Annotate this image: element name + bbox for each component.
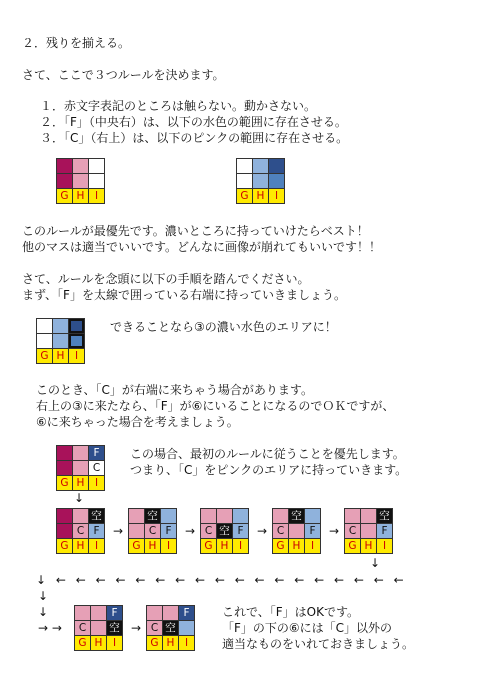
cell-pink xyxy=(73,174,88,188)
cell-dark-magenta xyxy=(57,446,72,460)
cell-pink xyxy=(73,509,88,523)
cell-dark-magenta xyxy=(57,461,72,475)
cell-light-blue xyxy=(233,509,248,523)
final-grid-2 xyxy=(146,605,195,651)
cell-light-blue xyxy=(253,174,268,188)
cell-f: F xyxy=(107,606,122,620)
cell-medium-blue-outlined xyxy=(69,334,84,348)
cell-medium-blue xyxy=(269,174,284,188)
label-g: G xyxy=(57,539,72,553)
cell-empty: 空 xyxy=(289,509,304,523)
cell-pink xyxy=(129,524,144,538)
right-arrow-pair: → → xyxy=(38,621,62,635)
final-grid-1 xyxy=(74,605,123,651)
rule-3: ３．「C」（右上）は、以下のピンクの範囲に存在させる。 xyxy=(40,131,349,145)
cell-c: C xyxy=(345,524,360,538)
cell-empty: 空 xyxy=(217,524,232,538)
cell-pink xyxy=(91,621,106,635)
pink-rule-grid xyxy=(56,158,105,204)
cell-white xyxy=(237,174,252,188)
cell-c: C xyxy=(273,524,288,538)
cell-white xyxy=(237,159,252,173)
cell-pink xyxy=(361,509,376,523)
down-arrow: ↓ xyxy=(74,491,85,505)
cell-c: C xyxy=(89,461,104,475)
steps-line-1: さて、ルールを念頭に以下の手順を踏んでください。 xyxy=(22,272,310,286)
cell-pink xyxy=(129,509,144,523)
cell-c: C xyxy=(73,524,88,538)
seq-grid-1 xyxy=(56,508,105,554)
label-g: G xyxy=(273,539,288,553)
left-arrow-row: ↓ ← ← ← ← ← ← ← ← ← ← ← ← ← ← ← ← ← ← xyxy=(36,573,407,587)
label-i: I xyxy=(233,539,248,553)
label-h: H xyxy=(289,539,304,553)
cell-f: F xyxy=(179,606,194,620)
label-h: H xyxy=(145,539,160,553)
cell-dark-magenta xyxy=(57,524,72,538)
cell-pink xyxy=(289,524,304,538)
cell-pink xyxy=(75,606,90,620)
cell-dark-blue-outlined xyxy=(69,319,84,333)
seq-grid-3 xyxy=(200,508,249,554)
cell-f: F xyxy=(161,524,176,538)
label-g: G xyxy=(57,476,72,490)
label-g: G xyxy=(147,636,162,650)
label-h: H xyxy=(253,189,268,203)
cell-empty: 空 xyxy=(107,621,122,635)
final-line-3: 適当なものをいれておきましょう。 xyxy=(222,637,415,651)
right-arrow: → xyxy=(257,524,268,538)
label-g: G xyxy=(129,539,144,553)
cell-f: F xyxy=(89,524,104,538)
label-i: I xyxy=(107,636,122,650)
seq-grid-4 xyxy=(272,508,321,554)
label-i: I xyxy=(179,636,194,650)
steps-line-2: まず、「F」を太線で囲っている右端に持っていきましょう。 xyxy=(22,288,346,302)
cell-light-blue xyxy=(253,159,268,173)
right-arrow: → xyxy=(185,524,196,538)
dark-blue-note: できることなら③の濃い水色のエリアに！ xyxy=(110,320,337,334)
cell-dark-magenta xyxy=(57,174,72,188)
label-g: G xyxy=(57,189,72,203)
caution-line-2: 右上の③に来たなら、「F」が⑥にいることになるのでＯＫですが、 xyxy=(36,399,395,413)
down-arrow: ↓ xyxy=(370,556,381,570)
final-line-1: これで、「F」はOKです。 xyxy=(222,605,360,619)
label-g: G xyxy=(37,349,52,363)
label-i: I xyxy=(89,189,104,203)
cell-dark-blue xyxy=(269,159,284,173)
label-i: I xyxy=(161,539,176,553)
priority-line-1: このルールが最優先です。濃いところに持っていけたらベスト！ xyxy=(22,224,369,238)
label-g: G xyxy=(237,189,252,203)
case-line-1: この場合、最初のルールに従うことを優先します。 xyxy=(130,447,405,461)
cell-pink xyxy=(73,159,88,173)
down-arrow: ↓ xyxy=(38,589,49,603)
intro-text: さて、ここで３つルールを決めます。 xyxy=(22,68,225,82)
cell-white xyxy=(37,319,52,333)
label-h: H xyxy=(73,476,88,490)
label-h: H xyxy=(73,539,88,553)
label-i: I xyxy=(89,476,104,490)
cell-empty: 空 xyxy=(89,509,104,523)
label-h: H xyxy=(163,636,178,650)
cell-pink xyxy=(147,606,162,620)
cell-light-blue xyxy=(53,319,68,333)
final-line-2: 「F」の下の⑥には「C」以外の xyxy=(222,621,393,635)
cell-white xyxy=(89,159,104,173)
cell-pink xyxy=(163,606,178,620)
label-g: G xyxy=(345,539,360,553)
right-arrow: → xyxy=(329,524,340,538)
label-h: H xyxy=(361,539,376,553)
cell-c: C xyxy=(75,621,90,635)
label-i: I xyxy=(377,539,392,553)
label-h: H xyxy=(73,189,88,203)
cell-light-blue xyxy=(161,509,176,523)
cell-light-blue xyxy=(53,334,68,348)
target-grid xyxy=(36,318,85,364)
cell-white xyxy=(37,334,52,348)
cell-f: F xyxy=(89,446,104,460)
down-arrow: ↓ xyxy=(38,605,49,619)
cell-f: F xyxy=(233,524,248,538)
cell-pink xyxy=(73,461,88,475)
cell-empty: 空 xyxy=(377,509,392,523)
cell-pink xyxy=(201,509,216,523)
label-i: I xyxy=(269,189,284,203)
cell-empty: 空 xyxy=(145,509,160,523)
label-h: H xyxy=(91,636,106,650)
label-i: I xyxy=(89,539,104,553)
cell-pink xyxy=(345,509,360,523)
rule-2: ２．「F」（中央右）は、以下の水色の範囲に存在させる。 xyxy=(40,115,347,129)
label-g: G xyxy=(201,539,216,553)
cell-empty: 空 xyxy=(163,621,178,635)
caution-line-3: ⑥に来ちゃった場合を考えましょう。 xyxy=(36,415,239,429)
cell-dark-magenta xyxy=(57,509,72,523)
label-i: I xyxy=(69,349,84,363)
priority-line-2: 他のマスは適当でいいです。どんなに画像が崩れてもいいです！！ xyxy=(22,240,382,254)
label-h: H xyxy=(53,349,68,363)
cell-pink xyxy=(273,509,288,523)
cell-pink xyxy=(91,606,106,620)
cell-f: F xyxy=(377,524,392,538)
case-grid xyxy=(56,445,105,491)
cell-c: C xyxy=(147,621,162,635)
right-arrow: → xyxy=(113,524,124,538)
section-heading: ２．残りを揃える。 xyxy=(22,36,131,50)
label-g: G xyxy=(75,636,90,650)
blue-rule-grid xyxy=(236,158,285,204)
cell-dark-magenta xyxy=(57,159,72,173)
label-i: I xyxy=(305,539,320,553)
cell-c: C xyxy=(201,524,216,538)
caution-line-1: このとき、「C」が右端に来ちゃう場合があります。 xyxy=(36,383,313,397)
cell-light-blue xyxy=(305,509,320,523)
seq-grid-5 xyxy=(344,508,393,554)
cell-c: C xyxy=(145,524,160,538)
right-arrow: → xyxy=(131,621,142,635)
cell-f: F xyxy=(305,524,320,538)
cell-pink xyxy=(361,524,376,538)
rule-1: １．赤文字表記のところは触らない。動かさない。 xyxy=(40,99,317,113)
cell-pink xyxy=(73,446,88,460)
label-h: H xyxy=(217,539,232,553)
cell-white xyxy=(89,174,104,188)
case-line-2: つまり、「C」をピンクのエリアに持っていきます。 xyxy=(130,463,408,477)
cell-light-blue xyxy=(179,621,194,635)
cell-pink xyxy=(217,509,232,523)
seq-grid-2 xyxy=(128,508,177,554)
